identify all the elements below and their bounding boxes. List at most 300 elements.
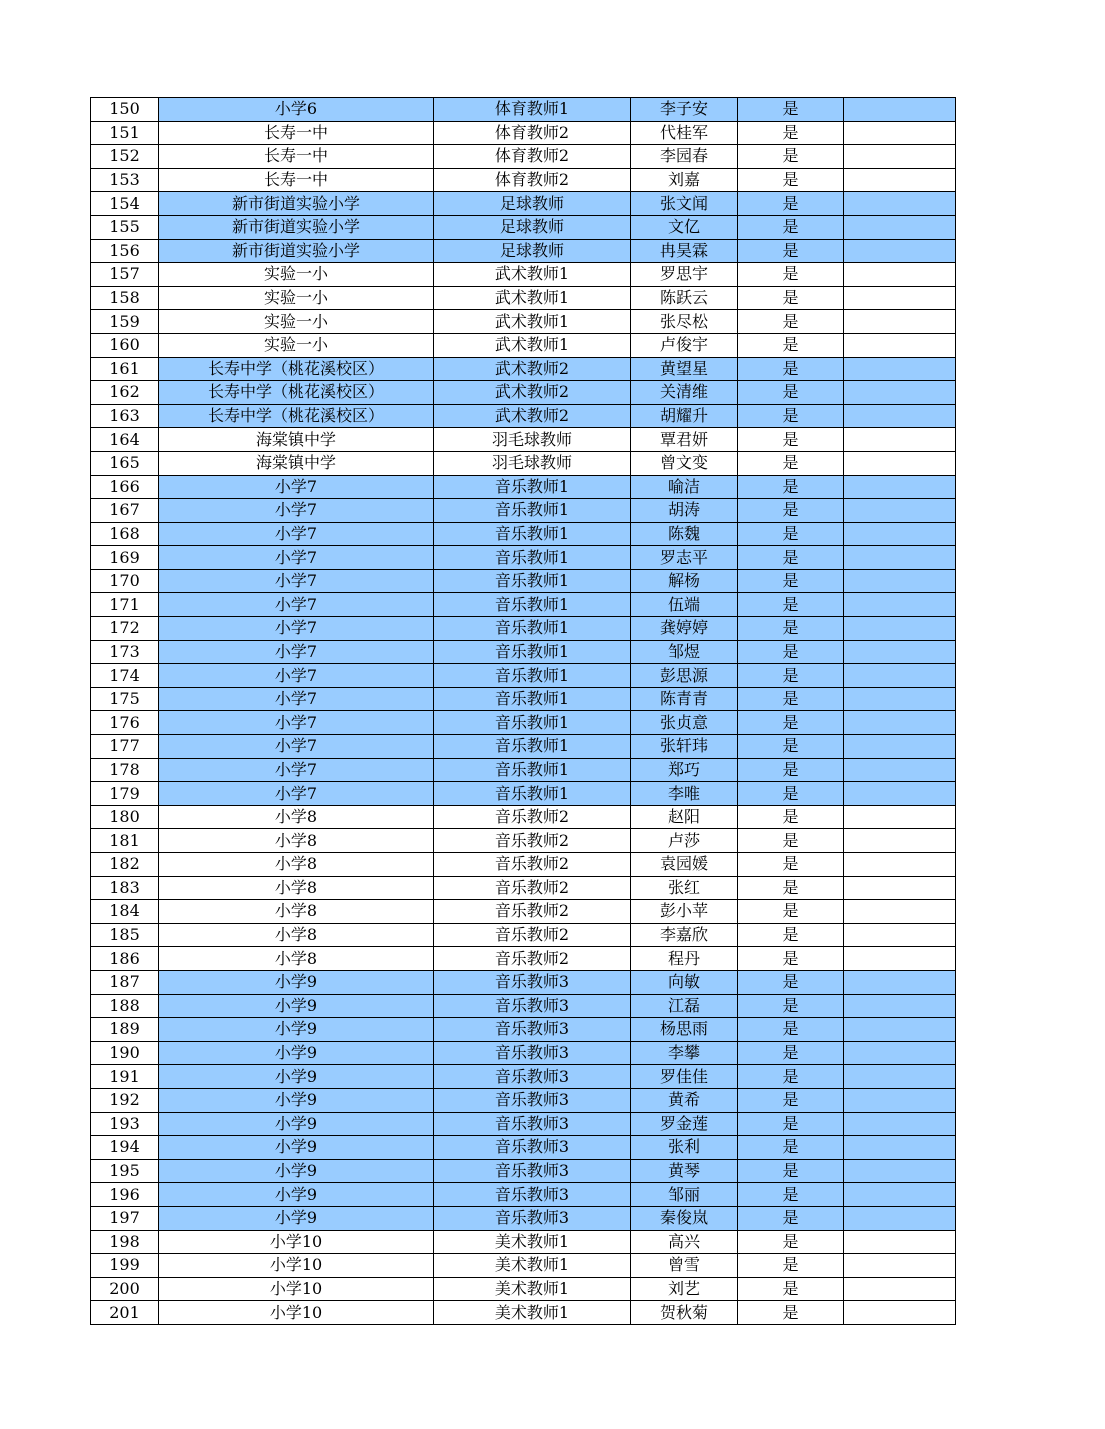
row-number-cell[interactable]: 165 [91, 451, 159, 475]
remarks-cell[interactable] [844, 1065, 956, 1089]
remarks-cell[interactable] [844, 569, 956, 593]
school-cell[interactable]: 小学7 [159, 782, 434, 806]
teacher-name-cell[interactable]: 贺秋菊 [631, 1301, 738, 1325]
position-cell[interactable]: 武术教师2 [434, 381, 631, 405]
remarks-cell[interactable] [844, 687, 956, 711]
school-cell[interactable]: 小学7 [159, 499, 434, 523]
school-cell[interactable]: 小学9 [159, 1112, 434, 1136]
position-cell[interactable]: 足球教师 [434, 215, 631, 239]
teacher-name-cell[interactable]: 罗金莲 [631, 1112, 738, 1136]
qualified-cell[interactable]: 是 [738, 263, 844, 287]
school-cell[interactable]: 小学9 [159, 1159, 434, 1183]
position-cell[interactable]: 美术教师1 [434, 1301, 631, 1325]
row-number-cell[interactable]: 189 [91, 1018, 159, 1042]
qualified-cell[interactable]: 是 [738, 192, 844, 216]
position-cell[interactable]: 音乐教师1 [434, 522, 631, 546]
teacher-name-cell[interactable]: 郑巧 [631, 758, 738, 782]
row-number-cell[interactable]: 185 [91, 923, 159, 947]
row-number-cell[interactable]: 178 [91, 758, 159, 782]
row-number-cell[interactable]: 193 [91, 1112, 159, 1136]
qualified-cell[interactable]: 是 [738, 617, 844, 641]
school-cell[interactable]: 小学10 [159, 1301, 434, 1325]
qualified-cell[interactable]: 是 [738, 1112, 844, 1136]
qualified-cell[interactable]: 是 [738, 1136, 844, 1160]
row-number-cell[interactable]: 182 [91, 853, 159, 877]
qualified-cell[interactable]: 是 [738, 357, 844, 381]
teacher-name-cell[interactable]: 黄希 [631, 1088, 738, 1112]
teacher-name-cell[interactable]: 张轩玮 [631, 735, 738, 759]
remarks-cell[interactable] [844, 711, 956, 735]
qualified-cell[interactable]: 是 [738, 593, 844, 617]
school-cell[interactable]: 小学9 [159, 1018, 434, 1042]
teacher-name-cell[interactable]: 刘嘉 [631, 168, 738, 192]
school-cell[interactable]: 小学9 [159, 1088, 434, 1112]
remarks-cell[interactable] [844, 900, 956, 924]
remarks-cell[interactable] [844, 876, 956, 900]
remarks-cell[interactable] [844, 782, 956, 806]
position-cell[interactable]: 音乐教师2 [434, 900, 631, 924]
qualified-cell[interactable]: 是 [738, 499, 844, 523]
remarks-cell[interactable] [844, 1230, 956, 1254]
school-cell[interactable]: 小学10 [159, 1254, 434, 1278]
teacher-name-cell[interactable]: 胡耀升 [631, 404, 738, 428]
qualified-cell[interactable]: 是 [738, 1088, 844, 1112]
teacher-name-cell[interactable]: 伍端 [631, 593, 738, 617]
position-cell[interactable]: 音乐教师2 [434, 947, 631, 971]
row-number-cell[interactable]: 171 [91, 593, 159, 617]
school-cell[interactable]: 新市街道实验小学 [159, 215, 434, 239]
remarks-cell[interactable] [844, 617, 956, 641]
position-cell[interactable]: 美术教师1 [434, 1254, 631, 1278]
position-cell[interactable]: 体育教师2 [434, 168, 631, 192]
position-cell[interactable]: 音乐教师3 [434, 1018, 631, 1042]
remarks-cell[interactable] [844, 994, 956, 1018]
position-cell[interactable]: 音乐教师2 [434, 853, 631, 877]
qualified-cell[interactable]: 是 [738, 1206, 844, 1230]
qualified-cell[interactable]: 是 [738, 475, 844, 499]
school-cell[interactable]: 实验一小 [159, 310, 434, 334]
position-cell[interactable]: 羽毛球教师 [434, 428, 631, 452]
teacher-name-cell[interactable]: 赵阳 [631, 805, 738, 829]
row-number-cell[interactable]: 179 [91, 782, 159, 806]
remarks-cell[interactable] [844, 192, 956, 216]
teacher-name-cell[interactable]: 陈青青 [631, 687, 738, 711]
school-cell[interactable]: 实验一小 [159, 333, 434, 357]
row-number-cell[interactable]: 201 [91, 1301, 159, 1325]
row-number-cell[interactable]: 150 [91, 98, 159, 122]
position-cell[interactable]: 武术教师1 [434, 286, 631, 310]
school-cell[interactable]: 小学7 [159, 617, 434, 641]
qualified-cell[interactable]: 是 [738, 310, 844, 334]
remarks-cell[interactable] [844, 428, 956, 452]
school-cell[interactable]: 实验一小 [159, 263, 434, 287]
teacher-name-cell[interactable]: 陈魏 [631, 522, 738, 546]
row-number-cell[interactable]: 192 [91, 1088, 159, 1112]
row-number-cell[interactable]: 174 [91, 664, 159, 688]
row-number-cell[interactable]: 156 [91, 239, 159, 263]
teacher-name-cell[interactable]: 刘艺 [631, 1277, 738, 1301]
position-cell[interactable]: 音乐教师3 [434, 1183, 631, 1207]
row-number-cell[interactable]: 166 [91, 475, 159, 499]
position-cell[interactable]: 音乐教师1 [434, 593, 631, 617]
school-cell[interactable]: 海棠镇中学 [159, 451, 434, 475]
school-cell[interactable]: 小学8 [159, 900, 434, 924]
position-cell[interactable]: 美术教师1 [434, 1230, 631, 1254]
teacher-name-cell[interactable]: 覃君妍 [631, 428, 738, 452]
qualified-cell[interactable]: 是 [738, 664, 844, 688]
teacher-name-cell[interactable]: 张文闻 [631, 192, 738, 216]
row-number-cell[interactable]: 163 [91, 404, 159, 428]
position-cell[interactable]: 武术教师2 [434, 357, 631, 381]
teacher-name-cell[interactable]: 李子安 [631, 98, 738, 122]
school-cell[interactable]: 小学7 [159, 735, 434, 759]
teacher-name-cell[interactable]: 彭小苹 [631, 900, 738, 924]
position-cell[interactable]: 音乐教师1 [434, 569, 631, 593]
row-number-cell[interactable]: 191 [91, 1065, 159, 1089]
row-number-cell[interactable]: 159 [91, 310, 159, 334]
qualified-cell[interactable]: 是 [738, 900, 844, 924]
school-cell[interactable]: 小学10 [159, 1230, 434, 1254]
row-number-cell[interactable]: 153 [91, 168, 159, 192]
position-cell[interactable]: 音乐教师2 [434, 923, 631, 947]
row-number-cell[interactable]: 160 [91, 333, 159, 357]
position-cell[interactable]: 音乐教师3 [434, 1136, 631, 1160]
school-cell[interactable]: 小学8 [159, 947, 434, 971]
teacher-name-cell[interactable]: 卢莎 [631, 829, 738, 853]
remarks-cell[interactable] [844, 1206, 956, 1230]
row-number-cell[interactable]: 180 [91, 805, 159, 829]
position-cell[interactable]: 足球教师 [434, 239, 631, 263]
teacher-name-cell[interactable]: 程丹 [631, 947, 738, 971]
remarks-cell[interactable] [844, 1183, 956, 1207]
school-cell[interactable]: 小学7 [159, 640, 434, 664]
position-cell[interactable]: 音乐教师1 [434, 711, 631, 735]
teacher-name-cell[interactable]: 李唯 [631, 782, 738, 806]
remarks-cell[interactable] [844, 98, 956, 122]
qualified-cell[interactable]: 是 [738, 546, 844, 570]
row-number-cell[interactable]: 183 [91, 876, 159, 900]
qualified-cell[interactable]: 是 [738, 522, 844, 546]
row-number-cell[interactable]: 177 [91, 735, 159, 759]
teacher-name-cell[interactable]: 解杨 [631, 569, 738, 593]
remarks-cell[interactable] [844, 1277, 956, 1301]
row-number-cell[interactable]: 167 [91, 499, 159, 523]
row-number-cell[interactable]: 184 [91, 900, 159, 924]
school-cell[interactable]: 小学9 [159, 1183, 434, 1207]
remarks-cell[interactable] [844, 381, 956, 405]
teacher-name-cell[interactable]: 卢俊宇 [631, 333, 738, 357]
remarks-cell[interactable] [844, 758, 956, 782]
position-cell[interactable]: 音乐教师3 [434, 1112, 631, 1136]
school-cell[interactable]: 小学8 [159, 829, 434, 853]
position-cell[interactable]: 武术教师2 [434, 404, 631, 428]
remarks-cell[interactable] [844, 1159, 956, 1183]
row-number-cell[interactable]: 172 [91, 617, 159, 641]
remarks-cell[interactable] [844, 310, 956, 334]
position-cell[interactable]: 羽毛球教师 [434, 451, 631, 475]
teacher-name-cell[interactable]: 关清维 [631, 381, 738, 405]
position-cell[interactable]: 音乐教师2 [434, 829, 631, 853]
teacher-name-cell[interactable]: 曾文变 [631, 451, 738, 475]
school-cell[interactable]: 小学9 [159, 1136, 434, 1160]
teacher-name-cell[interactable]: 邹丽 [631, 1183, 738, 1207]
row-number-cell[interactable]: 188 [91, 994, 159, 1018]
qualified-cell[interactable]: 是 [738, 1254, 844, 1278]
remarks-cell[interactable] [844, 404, 956, 428]
position-cell[interactable]: 音乐教师3 [434, 1159, 631, 1183]
teacher-name-cell[interactable]: 喻洁 [631, 475, 738, 499]
teacher-name-cell[interactable]: 代桂军 [631, 121, 738, 145]
remarks-cell[interactable] [844, 923, 956, 947]
school-cell[interactable]: 长寿中学（桃花溪校区） [159, 357, 434, 381]
teacher-name-cell[interactable]: 黄望星 [631, 357, 738, 381]
remarks-cell[interactable] [844, 145, 956, 169]
row-number-cell[interactable]: 173 [91, 640, 159, 664]
qualified-cell[interactable]: 是 [738, 970, 844, 994]
qualified-cell[interactable]: 是 [738, 381, 844, 405]
row-number-cell[interactable]: 200 [91, 1277, 159, 1301]
qualified-cell[interactable]: 是 [738, 121, 844, 145]
row-number-cell[interactable]: 190 [91, 1041, 159, 1065]
qualified-cell[interactable]: 是 [738, 98, 844, 122]
remarks-cell[interactable] [844, 735, 956, 759]
row-number-cell[interactable]: 170 [91, 569, 159, 593]
row-number-cell[interactable]: 155 [91, 215, 159, 239]
teacher-name-cell[interactable]: 袁园媛 [631, 853, 738, 877]
qualified-cell[interactable]: 是 [738, 735, 844, 759]
remarks-cell[interactable] [844, 1018, 956, 1042]
remarks-cell[interactable] [844, 522, 956, 546]
position-cell[interactable]: 音乐教师2 [434, 876, 631, 900]
qualified-cell[interactable]: 是 [738, 333, 844, 357]
qualified-cell[interactable]: 是 [738, 1041, 844, 1065]
qualified-cell[interactable]: 是 [738, 782, 844, 806]
school-cell[interactable]: 小学7 [159, 546, 434, 570]
remarks-cell[interactable] [844, 1136, 956, 1160]
remarks-cell[interactable] [844, 263, 956, 287]
qualified-cell[interactable]: 是 [738, 1183, 844, 1207]
teacher-name-cell[interactable]: 黄琴 [631, 1159, 738, 1183]
position-cell[interactable]: 音乐教师3 [434, 970, 631, 994]
teacher-name-cell[interactable]: 罗佳佳 [631, 1065, 738, 1089]
school-cell[interactable]: 小学8 [159, 923, 434, 947]
remarks-cell[interactable] [844, 475, 956, 499]
school-cell[interactable]: 小学7 [159, 522, 434, 546]
position-cell[interactable]: 音乐教师3 [434, 1041, 631, 1065]
teacher-name-cell[interactable]: 冉昊霖 [631, 239, 738, 263]
row-number-cell[interactable]: 164 [91, 428, 159, 452]
position-cell[interactable]: 音乐教师1 [434, 735, 631, 759]
qualified-cell[interactable]: 是 [738, 215, 844, 239]
row-number-cell[interactable]: 168 [91, 522, 159, 546]
school-cell[interactable]: 长寿一中 [159, 168, 434, 192]
position-cell[interactable]: 武术教师1 [434, 333, 631, 357]
remarks-cell[interactable] [844, 664, 956, 688]
school-cell[interactable]: 小学8 [159, 853, 434, 877]
remarks-cell[interactable] [844, 805, 956, 829]
school-cell[interactable]: 小学7 [159, 711, 434, 735]
remarks-cell[interactable] [844, 1112, 956, 1136]
remarks-cell[interactable] [844, 499, 956, 523]
teacher-name-cell[interactable]: 张尽松 [631, 310, 738, 334]
school-cell[interactable]: 长寿中学（桃花溪校区） [159, 404, 434, 428]
school-cell[interactable]: 实验一小 [159, 286, 434, 310]
qualified-cell[interactable]: 是 [738, 286, 844, 310]
row-number-cell[interactable]: 187 [91, 970, 159, 994]
qualified-cell[interactable]: 是 [738, 239, 844, 263]
position-cell[interactable]: 音乐教师1 [434, 782, 631, 806]
school-cell[interactable]: 小学7 [159, 687, 434, 711]
teacher-name-cell[interactable]: 杨思雨 [631, 1018, 738, 1042]
qualified-cell[interactable]: 是 [738, 805, 844, 829]
teacher-name-cell[interactable]: 文亿 [631, 215, 738, 239]
qualified-cell[interactable]: 是 [738, 145, 844, 169]
school-cell[interactable]: 长寿一中 [159, 121, 434, 145]
position-cell[interactable]: 体育教师2 [434, 145, 631, 169]
qualified-cell[interactable]: 是 [738, 876, 844, 900]
qualified-cell[interactable]: 是 [738, 451, 844, 475]
qualified-cell[interactable]: 是 [738, 1159, 844, 1183]
qualified-cell[interactable]: 是 [738, 1065, 844, 1089]
position-cell[interactable]: 武术教师1 [434, 263, 631, 287]
position-cell[interactable]: 体育教师2 [434, 121, 631, 145]
school-cell[interactable]: 新市街道实验小学 [159, 192, 434, 216]
position-cell[interactable]: 音乐教师2 [434, 805, 631, 829]
teacher-name-cell[interactable]: 陈跃云 [631, 286, 738, 310]
row-number-cell[interactable]: 175 [91, 687, 159, 711]
teacher-name-cell[interactable]: 秦俊岚 [631, 1206, 738, 1230]
row-number-cell[interactable]: 194 [91, 1136, 159, 1160]
position-cell[interactable]: 音乐教师3 [434, 1088, 631, 1112]
remarks-cell[interactable] [844, 1088, 956, 1112]
school-cell[interactable]: 小学9 [159, 994, 434, 1018]
qualified-cell[interactable]: 是 [738, 711, 844, 735]
school-cell[interactable]: 小学7 [159, 593, 434, 617]
teacher-name-cell[interactable]: 彭思源 [631, 664, 738, 688]
position-cell[interactable]: 音乐教师1 [434, 617, 631, 641]
remarks-cell[interactable] [844, 829, 956, 853]
row-number-cell[interactable]: 197 [91, 1206, 159, 1230]
remarks-cell[interactable] [844, 168, 956, 192]
qualified-cell[interactable]: 是 [738, 758, 844, 782]
school-cell[interactable]: 小学7 [159, 758, 434, 782]
school-cell[interactable]: 长寿中学（桃花溪校区） [159, 381, 434, 405]
school-cell[interactable]: 小学8 [159, 805, 434, 829]
row-number-cell[interactable]: 195 [91, 1159, 159, 1183]
school-cell[interactable]: 小学9 [159, 970, 434, 994]
school-cell[interactable]: 小学9 [159, 1065, 434, 1089]
row-number-cell[interactable]: 181 [91, 829, 159, 853]
qualified-cell[interactable]: 是 [738, 994, 844, 1018]
teacher-name-cell[interactable]: 龚婷婷 [631, 617, 738, 641]
row-number-cell[interactable]: 151 [91, 121, 159, 145]
school-cell[interactable]: 长寿一中 [159, 145, 434, 169]
qualified-cell[interactable]: 是 [738, 428, 844, 452]
teacher-name-cell[interactable]: 邹煜 [631, 640, 738, 664]
school-cell[interactable]: 小学9 [159, 1206, 434, 1230]
remarks-cell[interactable] [844, 1301, 956, 1325]
qualified-cell[interactable]: 是 [738, 1230, 844, 1254]
remarks-cell[interactable] [844, 286, 956, 310]
row-number-cell[interactable]: 199 [91, 1254, 159, 1278]
row-number-cell[interactable]: 152 [91, 145, 159, 169]
row-number-cell[interactable]: 158 [91, 286, 159, 310]
qualified-cell[interactable]: 是 [738, 168, 844, 192]
row-number-cell[interactable]: 162 [91, 381, 159, 405]
position-cell[interactable]: 音乐教师3 [434, 994, 631, 1018]
position-cell[interactable]: 足球教师 [434, 192, 631, 216]
teacher-name-cell[interactable]: 李攀 [631, 1041, 738, 1065]
school-cell[interactable]: 小学6 [159, 98, 434, 122]
qualified-cell[interactable]: 是 [738, 1018, 844, 1042]
school-cell[interactable]: 小学7 [159, 475, 434, 499]
position-cell[interactable]: 音乐教师1 [434, 475, 631, 499]
remarks-cell[interactable] [844, 333, 956, 357]
teacher-name-cell[interactable]: 罗思宇 [631, 263, 738, 287]
position-cell[interactable]: 音乐教师3 [434, 1206, 631, 1230]
qualified-cell[interactable]: 是 [738, 947, 844, 971]
remarks-cell[interactable] [844, 1041, 956, 1065]
row-number-cell[interactable]: 157 [91, 263, 159, 287]
remarks-cell[interactable] [844, 121, 956, 145]
remarks-cell[interactable] [844, 853, 956, 877]
position-cell[interactable]: 武术教师1 [434, 310, 631, 334]
qualified-cell[interactable]: 是 [738, 640, 844, 664]
remarks-cell[interactable] [844, 546, 956, 570]
school-cell[interactable]: 小学10 [159, 1277, 434, 1301]
teacher-name-cell[interactable]: 张利 [631, 1136, 738, 1160]
qualified-cell[interactable]: 是 [738, 829, 844, 853]
remarks-cell[interactable] [844, 640, 956, 664]
qualified-cell[interactable]: 是 [738, 569, 844, 593]
row-number-cell[interactable]: 176 [91, 711, 159, 735]
row-number-cell[interactable]: 186 [91, 947, 159, 971]
position-cell[interactable]: 音乐教师3 [434, 1065, 631, 1089]
teacher-name-cell[interactable]: 李嘉欣 [631, 923, 738, 947]
qualified-cell[interactable]: 是 [738, 1277, 844, 1301]
remarks-cell[interactable] [844, 947, 956, 971]
school-cell[interactable]: 小学9 [159, 1041, 434, 1065]
remarks-cell[interactable] [844, 593, 956, 617]
teacher-name-cell[interactable]: 胡涛 [631, 499, 738, 523]
remarks-cell[interactable] [844, 1254, 956, 1278]
school-cell[interactable]: 小学7 [159, 569, 434, 593]
qualified-cell[interactable]: 是 [738, 923, 844, 947]
teacher-name-cell[interactable]: 罗志平 [631, 546, 738, 570]
remarks-cell[interactable] [844, 451, 956, 475]
remarks-cell[interactable] [844, 239, 956, 263]
school-cell[interactable]: 小学7 [159, 664, 434, 688]
qualified-cell[interactable]: 是 [738, 687, 844, 711]
teacher-name-cell[interactable]: 李园春 [631, 145, 738, 169]
remarks-cell[interactable] [844, 357, 956, 381]
position-cell[interactable]: 音乐教师1 [434, 640, 631, 664]
position-cell[interactable]: 体育教师1 [434, 98, 631, 122]
teacher-name-cell[interactable]: 张红 [631, 876, 738, 900]
position-cell[interactable]: 音乐教师1 [434, 499, 631, 523]
row-number-cell[interactable]: 198 [91, 1230, 159, 1254]
teacher-name-cell[interactable]: 张贞意 [631, 711, 738, 735]
position-cell[interactable]: 音乐教师1 [434, 664, 631, 688]
teacher-name-cell[interactable]: 向敏 [631, 970, 738, 994]
qualified-cell[interactable]: 是 [738, 1301, 844, 1325]
position-cell[interactable]: 音乐教师1 [434, 687, 631, 711]
row-number-cell[interactable]: 196 [91, 1183, 159, 1207]
school-cell[interactable]: 海棠镇中学 [159, 428, 434, 452]
teacher-name-cell[interactable]: 江磊 [631, 994, 738, 1018]
school-cell[interactable]: 新市街道实验小学 [159, 239, 434, 263]
teacher-name-cell[interactable]: 曾雪 [631, 1254, 738, 1278]
